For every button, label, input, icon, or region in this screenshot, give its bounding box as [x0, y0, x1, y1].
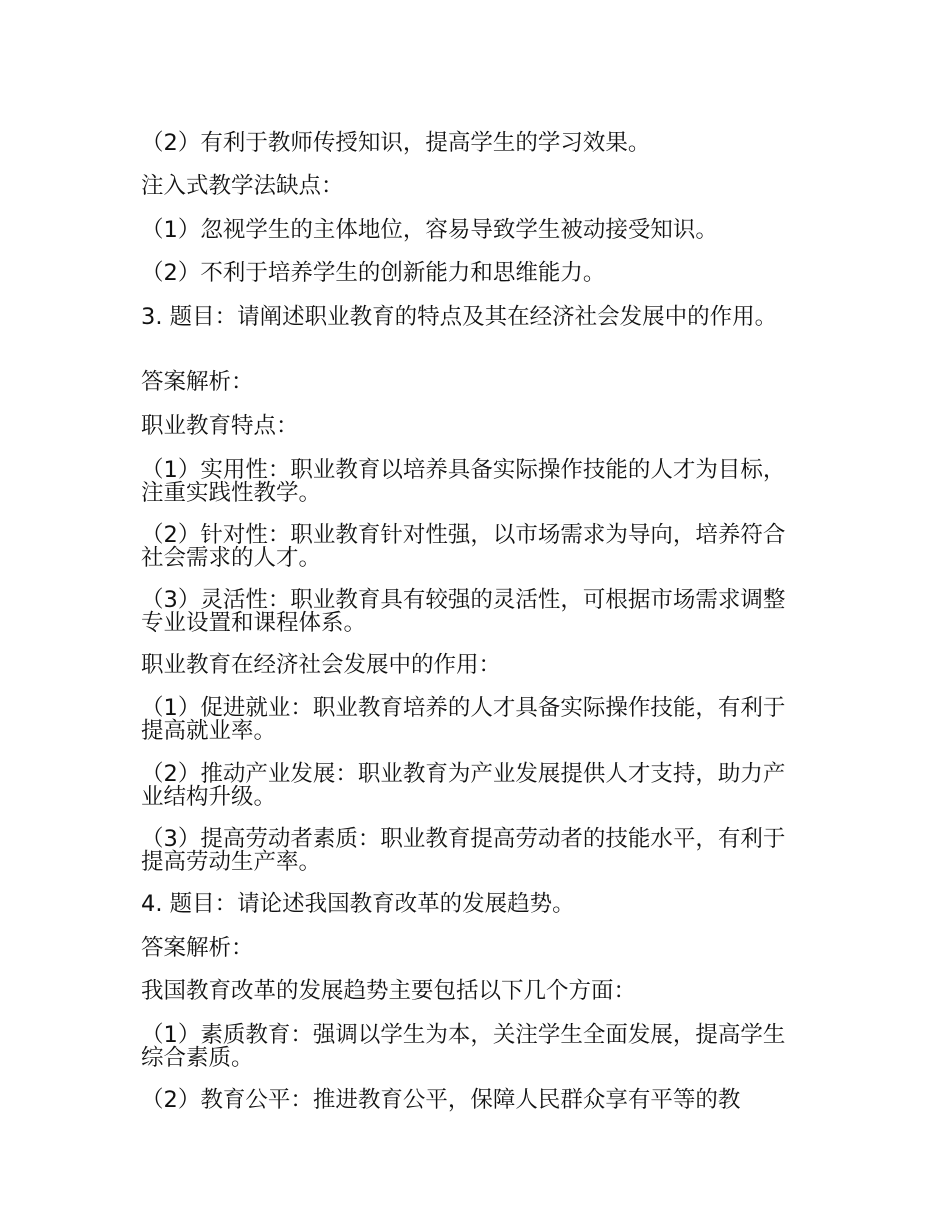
paragraph: 3. 题目：请阐述职业教育的特点及其在经济社会发展中的作用。 — [141, 304, 778, 330]
paragraph: 注入式教学法缺点： — [141, 173, 344, 199]
paragraph: （2）不利于培养学生的创新能力和思维能力。 — [141, 260, 606, 286]
paragraph: （2）有利于教师传授知识，提高学生的学习效果。 — [141, 130, 651, 156]
paragraph: （2）针对性：职业教育针对性强，以市场需求为导向，培养符合社会需求的人才。 — [141, 522, 786, 571]
paragraph: （3）灵活性：职业教育具有较强的灵活性，可根据市场需求调整专业设置和课程体系。 — [141, 587, 786, 636]
paragraph: 4. 题目：请论述我国教育改革的发展趋势。 — [141, 891, 575, 917]
paragraph: （3）提高劳动者素质：职业教育提高劳动者的技能水平，有利于提高劳动生产率。 — [141, 826, 786, 875]
paragraph: 我国教育改革的发展趋势主要包括以下几个方面： — [141, 978, 637, 1004]
paragraph: （1）实用性：职业教育以培养具备实际操作技能的人才为目标，注重实践性教学。 — [141, 457, 786, 506]
paragraph: （2）推动产业发展：职业教育为产业发展提供人才支持，助力产业结构升级。 — [141, 761, 786, 810]
paragraph: （1）忽视学生的主体地位，容易导致学生被动接受知识。 — [141, 217, 718, 243]
paragraph: （1）素质教育：强调以学生为本，关注学生全面发展，提高学生综合素质。 — [141, 1022, 786, 1071]
paragraph: （1）促进就业：职业教育培养的人才具备实际操作技能，有利于提高就业率。 — [141, 695, 786, 744]
paragraph: 答案解析： — [141, 369, 254, 395]
paragraph: 答案解析： — [141, 935, 254, 961]
paragraph: （2）教育公平：推进教育公平，保障人民群众享有平等的教 — [141, 1087, 741, 1113]
paragraph: 职业教育特点： — [141, 413, 299, 439]
paragraph: 职业教育在经济社会发展中的作用： — [141, 652, 502, 678]
